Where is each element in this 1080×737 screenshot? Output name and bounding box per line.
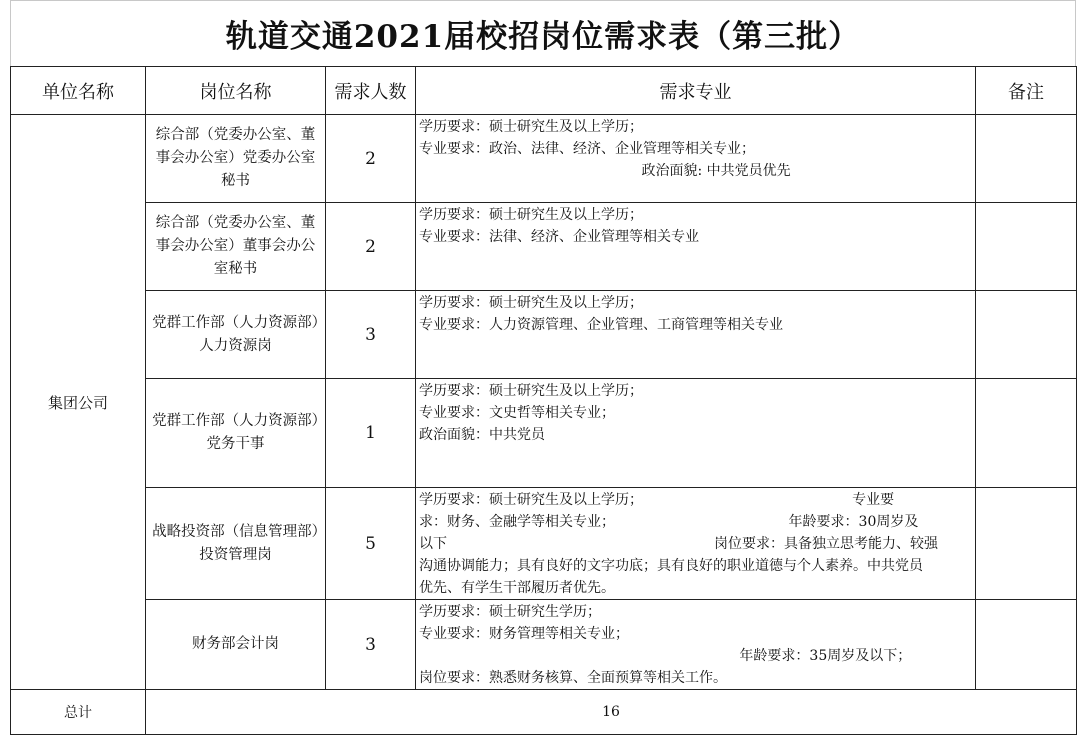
remark-cell: [976, 291, 1077, 379]
position-cell: 战略投资部（信息管理部）投资管理岗: [146, 488, 326, 600]
requirement-line: 专业要求：人力资源管理、企业管理、工商管理等相关专业: [419, 317, 783, 333]
count-cell: 2: [326, 115, 416, 203]
requirement-line: 学历要求：硕士研究生及以上学历； 专业要: [419, 492, 895, 508]
position-cell: 党群工作部（人力资源部）人力资源岗: [146, 291, 326, 379]
requirement-line: 学历要求：硕士研究生及以上学历；: [419, 295, 643, 311]
requirement-line: 学历要求：硕士研究生及以上学历；: [419, 383, 643, 399]
requirements-cell: [416, 115, 976, 203]
requirement-line: 专业要求：政治、法律、经济、企业管理等相关专业；: [419, 141, 755, 157]
requirements-cell: [416, 488, 976, 600]
requirement-line: 求：财务、金融学等相关专业； 年龄要求：30周岁及: [419, 514, 919, 530]
position-cell: 财务部会计岗: [146, 600, 326, 690]
position-cell: 综合部（党委办公室、董事会办公室）党委办公室秘书: [146, 115, 326, 203]
remark-cell: [976, 488, 1077, 600]
requirement-line: 沟通协调能力；具有良好的文字功底；具有良好的职业道德与个人素养。中共党员: [419, 558, 923, 574]
count-cell: 1: [326, 379, 416, 488]
requirements-cell: [416, 379, 976, 488]
header-major: 需求专业: [416, 67, 976, 115]
requirements-table: [10, 66, 1077, 735]
requirement-line: 优先、有学生干部履历者优先。: [419, 580, 615, 596]
total-label: 总计: [11, 690, 146, 735]
table-row: [11, 379, 1077, 488]
total-value: 16: [146, 690, 1077, 735]
count-cell: 2: [326, 203, 416, 291]
requirement-line: 政治面貌：中共党员: [419, 427, 545, 443]
requirement-line: 年龄要求：35周岁及以下；: [419, 648, 912, 664]
header-count: 需求人数: [326, 67, 416, 115]
total-row: [11, 690, 1077, 735]
table-row: [11, 203, 1077, 291]
title-bar: [10, 0, 1076, 66]
table-body: [11, 115, 1077, 735]
requirements-cell: [416, 203, 976, 291]
count-cell: 3: [326, 291, 416, 379]
requirement-line: 专业要求：法律、经济、企业管理等相关专业: [419, 229, 699, 245]
remark-cell: [976, 203, 1077, 291]
position-cell: 综合部（党委办公室、董事会办公室）董事会办公室秘书: [146, 203, 326, 291]
table-header-row: [11, 67, 1077, 115]
requirement-line: 岗位要求：熟悉财务核算、全面预算等相关工作。: [419, 670, 727, 686]
requirements-cell: [416, 291, 976, 379]
requirement-line: 学历要求：硕士研究生学历；: [419, 604, 601, 620]
table-row: [11, 291, 1077, 379]
requirements-cell: [416, 600, 976, 690]
header-unit: 单位名称: [11, 67, 146, 115]
table-row: [11, 115, 1077, 203]
remark-cell: [976, 115, 1077, 203]
requirement-line: 学历要求：硕士研究生及以上学历；: [419, 119, 643, 135]
remark-cell: [976, 379, 1077, 488]
requirement-line: 以下 岗位要求：具备独立思考能力、较强: [419, 536, 939, 552]
page-title: 轨道交通2021届校招岗位需求表（第三批）: [225, 19, 861, 55]
recruitment-sheet: [10, 0, 1076, 731]
position-cell: 党群工作部（人力资源部）党务干事: [146, 379, 326, 488]
count-cell: 3: [326, 600, 416, 690]
requirement-line: 政治面貌: 中共党员优先: [419, 163, 791, 179]
requirement-line: 专业要求：文史哲等相关专业；: [419, 405, 615, 421]
header-position: 岗位名称: [146, 67, 326, 115]
count-cell: 5: [326, 488, 416, 600]
requirement-line: 专业要求：财务管理等相关专业；: [419, 626, 629, 642]
header-remark: 备注: [976, 67, 1077, 115]
table-row: [11, 600, 1077, 690]
requirement-line: 学历要求：硕士研究生及以上学历；: [419, 207, 643, 223]
remark-cell: [976, 600, 1077, 690]
unit-name-cell: 集团公司: [11, 115, 146, 690]
table-row: [11, 488, 1077, 600]
